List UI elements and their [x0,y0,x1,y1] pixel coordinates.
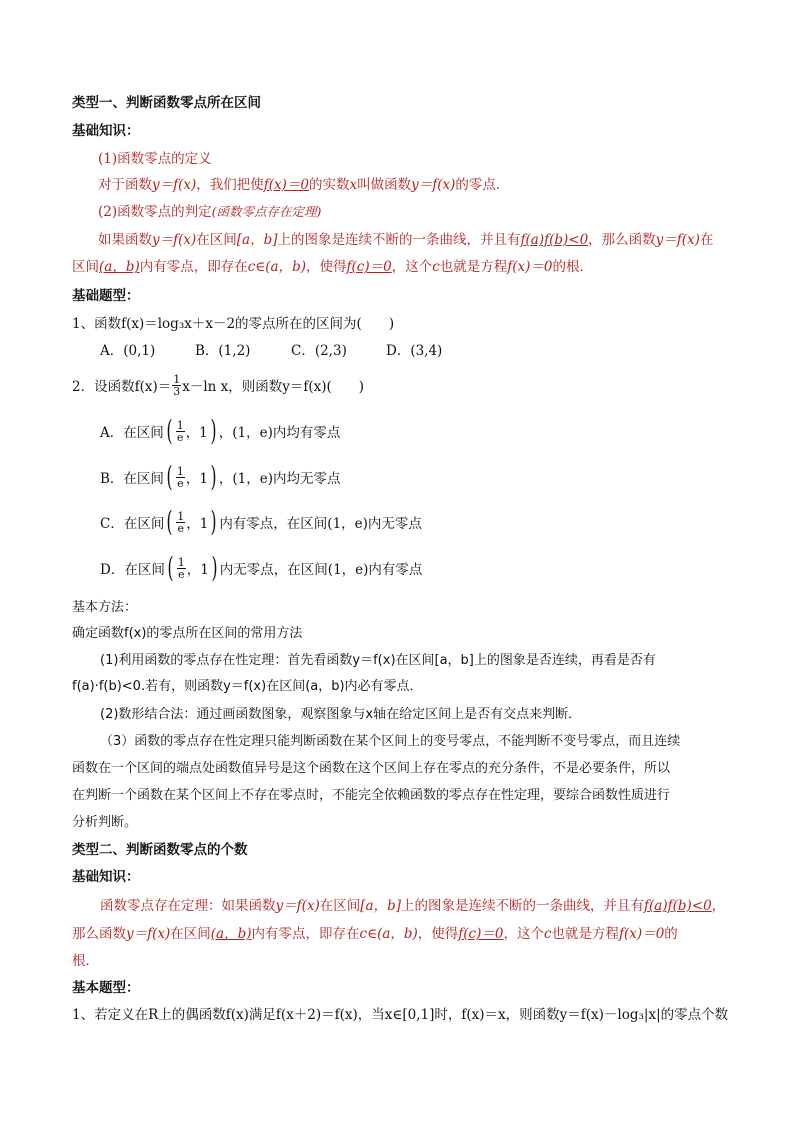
q2-option-d: D．在区间 ( $\frac{1}{e}$ ，1 ) 内无零点，在区间(1，e)内有零点 [100,551,423,584]
q2-option-b: B．在区间 ( $\frac{1}{e}$ ，1 ) ，(1，e)内均无零点 [100,460,341,493]
q1-option-d: D．(3,4) [386,343,443,359]
method-1-line-2: f(a)·f(b)<0.若有，则函数y＝f(x)在区间(a，b)内必有零点． [72,679,423,694]
section-title-type-2: 类型二、判断函数零点的个数 [72,842,248,858]
theorem2-line-2: 那么函数y＝f(x)在区间(a，b)内有零点，即存在c∈(a，b)，使得f(c)＝0，这个c也就是方程f(x)＝0的 [72,926,678,942]
theorem2-line-3: 根． [72,953,99,969]
theorem-line-1: 如果函数y＝f(x)在区间[a，b]上的图象是连续不断的一条曲线，并且有f(a)f(b)<0，那么函数y＝f(x)在 [98,232,714,248]
question-1: 1、函数f(x)＝log₃x＋x－2的零点所在的区间为( ) [72,316,395,332]
section-title-type-1: 类型一、判断函数零点所在区间 [72,95,261,111]
method-3-line-2: 函数在一个区间的端点处函数值异号是这个函数在这个区间上存在零点的充分条件，不是必要条件，所以 [72,761,671,776]
type2-question-1: 1、若定义在R上的偶函数f(x)满足f(x＋2)＝f(x)，当x∈[0,1]时，f(x)＝x，则函数y＝f(x)－log₃|x|的零点个数 [72,1007,729,1023]
method-3-line-4: 分析判断。 [72,815,138,830]
q2-option-a: A．在区间 ( $\frac{1}{e}$ ，1 ) ，(1，e)内均有零点 [100,414,341,447]
method-2: (2)数形结合法：通过画函数图象，观察图象与x轴在给定区间上是否有交点来判断． [100,707,582,722]
basic-method-label: 基本方法： [72,600,138,615]
definition-heading: (1)函数零点的定义 [98,151,212,167]
basic-types-label: 基础题型： [72,288,140,304]
method-3-line-3: 在判断一个函数在某个区间上不存在零点时，不能完全依赖函数的零点存在性定理，要综合函数性质进行 [72,788,671,803]
basic-knowledge-label-2: 基础知识： [72,869,140,885]
theorem-line-2: 区间(a，b)内有零点，即存在c∈(a，b)，使得f(c)＝0，这个c也就是方程f(x)＝0的根． [72,259,593,275]
q2-option-c: C．在区间 ( $\frac{1}{e}$ ，1 ) 内有零点，在区间(1，e)内无零点 [100,505,422,538]
theorem2-line-1: 函数零点存在定理：如果函数y＝f(x)在区间[a，b]上的图象是连续不断的一条曲线，并且有f(a)f(b)<0， [100,898,726,914]
question-2: 2．设函数f(x)＝ $\frac{1}{3}$ x－ln x，则函数y＝f(x)( ) [72,372,365,398]
basic-types-label-2: 基本题型： [72,980,140,996]
judgement-heading: (2)函数零点的判定(函数零点存在定理) [98,204,322,220]
q1-option-b: B．(1,2) [195,343,251,359]
method-intro: 确定函数f(x)的零点所在区间的常用方法 [72,626,303,641]
basic-knowledge-label: 基础知识： [72,123,140,139]
method-3-line-1: （3）函数的零点存在性定理只能判断函数在某个区间上的变号零点，不能判断不变号零点，而且连续 [100,734,681,749]
definition-text: 对于函数y＝f(x)，我们把使f(x)＝0的实数x叫做函数y＝f(x)的零点． [98,177,510,193]
method-1-line-1: (1)利用函数的零点存在性定理：首先看函数y＝f(x)在区间[a，b]上的图象是否连续，再看是否有 [100,653,656,668]
q1-option-a: A．(0,1) [100,343,156,359]
q1-option-c: C．(2,3) [291,343,347,359]
